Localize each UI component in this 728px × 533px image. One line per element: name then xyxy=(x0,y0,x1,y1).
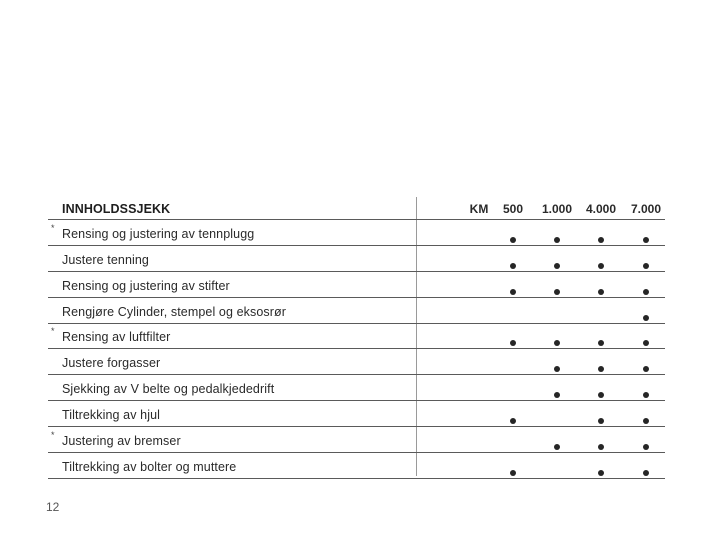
bullet-dot-icon xyxy=(643,366,649,372)
check-cell xyxy=(542,333,572,341)
check-cell xyxy=(542,437,572,445)
check-cell xyxy=(631,230,661,238)
asterisk-mark: * xyxy=(51,430,55,441)
bullet-dot-icon xyxy=(510,470,516,476)
check-cell xyxy=(542,385,572,393)
bullet-dot-icon xyxy=(510,263,516,269)
bullet-dot-icon xyxy=(554,392,560,398)
bullet-dot-icon xyxy=(643,289,649,295)
bullet-dot-icon xyxy=(598,444,604,450)
check-cell xyxy=(586,333,616,341)
check-cell xyxy=(498,385,528,393)
bullet-dot-icon xyxy=(510,289,516,295)
bullet-dot-icon xyxy=(598,237,604,243)
bullet-dot-icon xyxy=(598,470,604,476)
bullet-dot-icon xyxy=(643,263,649,269)
check-cell xyxy=(586,385,616,393)
table-row xyxy=(48,246,665,272)
bullet-dot-icon xyxy=(554,340,560,346)
check-cell xyxy=(586,437,616,445)
bullet-dot-icon xyxy=(598,418,604,424)
check-cell xyxy=(542,359,572,367)
row-label: Tiltrekking av bolter og muttere xyxy=(62,459,237,474)
bullet-dot-icon xyxy=(554,366,560,372)
row-label: Justere tenning xyxy=(62,252,149,267)
bullet-dot-icon xyxy=(643,418,649,424)
check-cell xyxy=(631,385,661,393)
bullet-dot-icon xyxy=(554,263,560,269)
check-cell xyxy=(498,411,528,419)
table-row xyxy=(48,324,665,350)
check-cell xyxy=(498,333,528,341)
check-cell xyxy=(542,411,572,419)
row-label: Rensing og justering av stifter xyxy=(62,278,230,293)
bullet-dot-icon xyxy=(510,340,516,346)
bullet-dot-icon xyxy=(643,470,649,476)
check-cell xyxy=(631,282,661,290)
check-cell xyxy=(542,308,572,316)
check-cell xyxy=(542,463,572,471)
row-label: Rensing og justering av tennplugg xyxy=(62,226,255,241)
check-cell xyxy=(586,359,616,367)
check-cell xyxy=(498,230,528,238)
check-cell xyxy=(586,308,616,316)
check-cell xyxy=(498,359,528,367)
asterisk-mark: * xyxy=(51,222,55,233)
bullet-dot-icon xyxy=(598,289,604,295)
table-row xyxy=(48,427,665,453)
check-cell xyxy=(498,282,528,290)
bullet-dot-icon xyxy=(643,340,649,346)
table-row xyxy=(48,272,665,298)
check-cell xyxy=(542,230,572,238)
bullet-dot-icon xyxy=(554,237,560,243)
row-label: Justere forgasser xyxy=(62,356,161,371)
table-row xyxy=(48,401,665,427)
unit-label: KM xyxy=(469,202,489,216)
check-cell xyxy=(631,437,661,445)
bullet-dot-icon xyxy=(643,444,649,450)
bullet-dot-icon xyxy=(510,237,516,243)
bullet-dot-icon xyxy=(598,340,604,346)
check-cell xyxy=(542,282,572,290)
check-cell xyxy=(498,463,528,471)
check-cell xyxy=(498,308,528,316)
table-title: INNHOLDSSJEKK xyxy=(62,202,171,216)
column-header-7000: 7.000 xyxy=(630,202,662,216)
check-cell xyxy=(586,282,616,290)
check-cell xyxy=(631,256,661,264)
bullet-dot-icon xyxy=(598,366,604,372)
bullet-dot-icon xyxy=(598,392,604,398)
table-row xyxy=(48,298,665,324)
bullet-dot-icon xyxy=(643,392,649,398)
check-cell xyxy=(586,230,616,238)
table-row xyxy=(48,220,665,246)
bullet-dot-icon xyxy=(643,315,649,321)
bullet-dot-icon xyxy=(643,237,649,243)
check-cell xyxy=(631,463,661,471)
check-cell xyxy=(631,411,661,419)
column-header-1000: 1.000 xyxy=(541,202,573,216)
check-cell xyxy=(542,256,572,264)
column-header-500: 500 xyxy=(502,202,524,216)
row-label: Tiltrekking av hjul xyxy=(62,408,160,423)
table-row xyxy=(48,375,665,401)
column-header-4000: 4.000 xyxy=(585,202,617,216)
check-cell xyxy=(586,256,616,264)
row-label: Justering av bremser xyxy=(62,434,181,449)
bullet-dot-icon xyxy=(598,263,604,269)
table-row xyxy=(48,349,665,375)
check-cell xyxy=(586,411,616,419)
table-header xyxy=(48,197,665,220)
table-row xyxy=(48,453,665,479)
check-cell xyxy=(586,463,616,471)
check-cell xyxy=(631,333,661,341)
asterisk-mark: * xyxy=(51,326,55,337)
check-cell xyxy=(631,359,661,367)
bullet-dot-icon xyxy=(554,289,560,295)
page-number: 12 xyxy=(46,500,60,514)
row-label: Rensing av luftfilter xyxy=(62,330,171,345)
check-cell xyxy=(498,437,528,445)
check-cell xyxy=(498,256,528,264)
row-label: Rengjøre Cylinder, stempel og eksosrør xyxy=(62,304,287,319)
bullet-dot-icon xyxy=(554,444,560,450)
check-cell xyxy=(631,308,661,316)
maintenance-schedule-table xyxy=(48,197,665,479)
row-label: Sjekking av V belte og pedalkjededrift xyxy=(62,382,275,397)
bullet-dot-icon xyxy=(510,418,516,424)
